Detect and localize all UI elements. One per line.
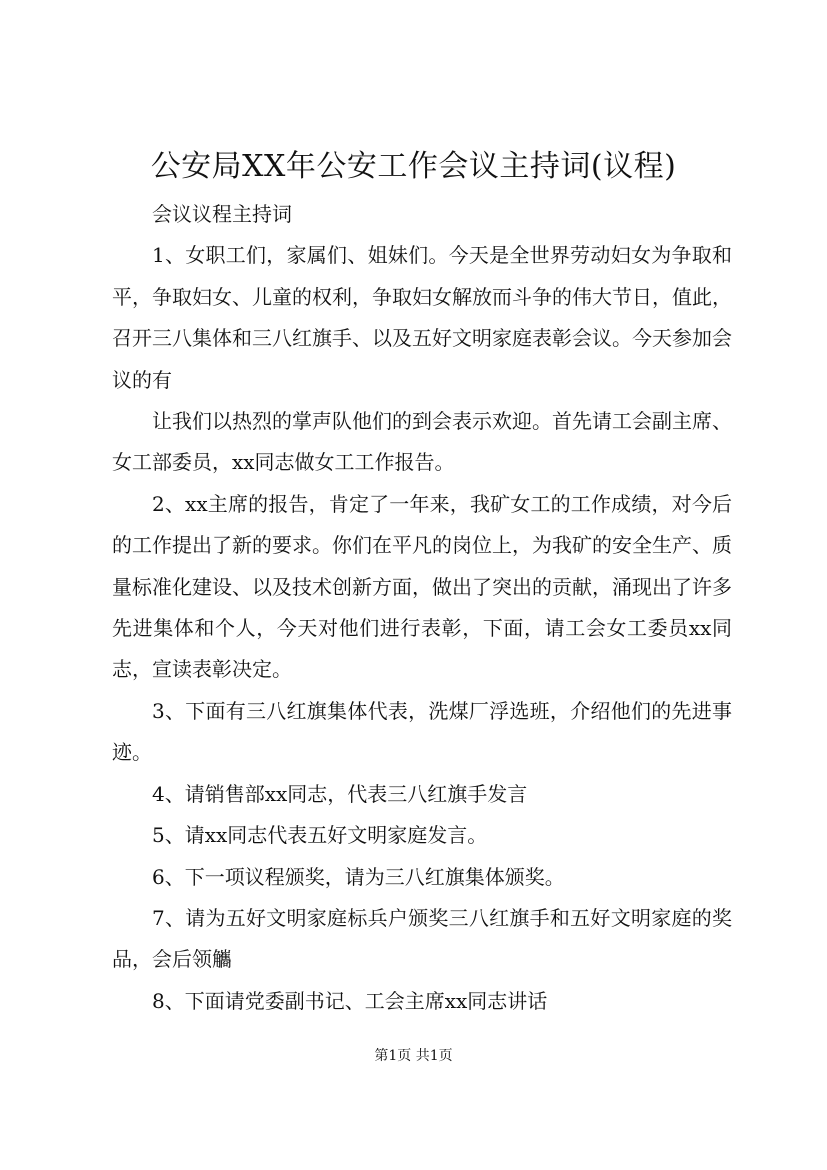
paragraph-item-1: 1、女职工们，家属们、姐妹们。今天是全世界劳动妇女为争取和平，争取妇女、儿童的权利，争取妇女解放而斗争的伟大节日，值此，召开三八集体和三八红旗手、以及五好文明家庭表彰会议。今天参加会议的有 — [112, 243, 732, 392]
paragraph-item-3: 3、下面有三八红旗集体代表，洗煤厂浮选班，介绍他们的先进事迹。 — [112, 698, 732, 765]
document-body — [112, 194, 732, 1022]
paragraph-item-6: 6、下一项议程颁奖，请为三八红旗集体颁奖。 — [152, 864, 565, 889]
paragraph-heading: 会议议程主持词 — [152, 202, 292, 226]
paragraph-item-4: 4、请销售部xx同志，代表三八红旗手发言 — [152, 781, 528, 806]
page-footer: 第1页 共1页 — [374, 1048, 453, 1064]
paragraph-item-8: 8、下面请党委副书记、工会主席xx同志讲话 — [152, 988, 548, 1013]
document-title: 公安局XX年公安工作会议主持词(议程) — [150, 149, 677, 184]
paragraph-item-7: 7、请为五好文明家庭标兵户颁奖三八红旗手和五好文明家庭的奖品，会后领觿 — [112, 905, 732, 972]
paragraph-item-5: 5、请xx同志代表五好文明家庭发言。 — [152, 823, 488, 848]
paragraph-welcome: 让我们以热烈的掌声队他们的到会表示欢迎。首先请工会副主席、女工部委员，xx同志做女工工作报告。 — [112, 409, 732, 475]
paragraph-item-2: 2、xx主席的报告，肯定了一年来，我矿女工的工作成绩，对今后的工作提出了新的要求。你们在平凡的岗位上，为我矿的安全生产、质量标准化建设、以及技术创新方面，做出了突出的贡献，涌现出了许多先进集体和个人，今天对他们进行表彰，下面，请工会女工委员xx同志，宣读表彰决定。 — [112, 491, 732, 682]
